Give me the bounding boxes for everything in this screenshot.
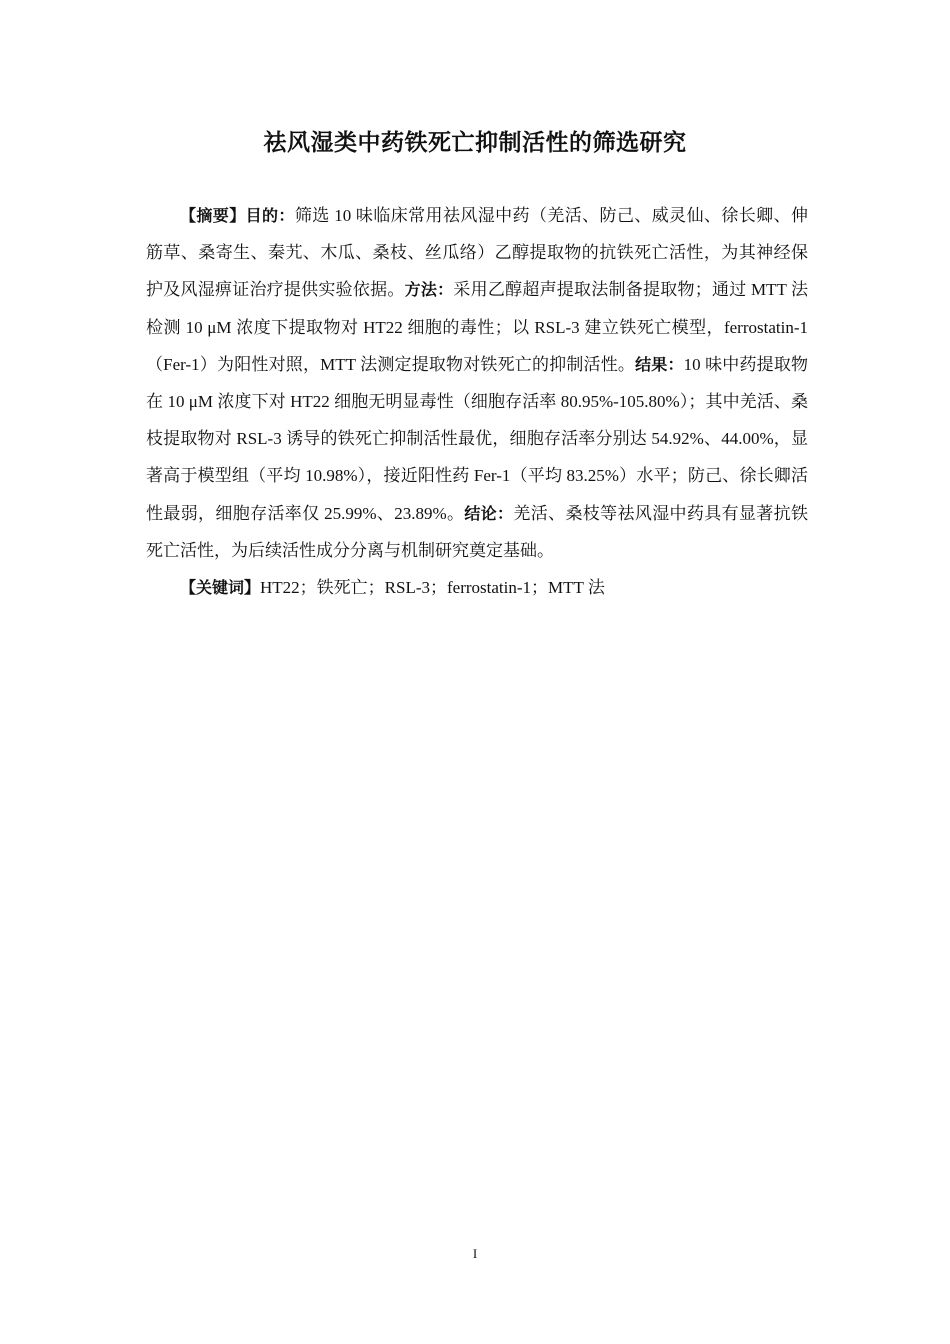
- keywords-paragraph: [146, 569, 808, 606]
- objective-text: 筛选 10 味临床常用祛风湿中药（羌活、防己、威灵仙、徐长卿、伸筋草、桑寄生、秦艽、木瓜、桑枝、丝瓜络）乙醇提取物的抗铁死亡活性，为其神经保护及风湿痹证治疗提供实验依据。: [146, 206, 808, 300]
- methods-text: 采用乙醇超声提取法制备提取物；通过 MTT 法检测 10 μM 浓度下提取物对 HT22 细胞的毒性；以 RSL-3 建立铁死亡模型，ferrostatin-1（Fer-1）为阳性对照，MTT 法测定提取物对铁死亡的抑制活性。: [146, 280, 809, 374]
- conclusion-label: 结论：: [464, 503, 514, 523]
- abstract-heading: 【摘要】: [180, 206, 246, 225]
- document-title: 祛风湿类中药铁死亡抑制活性的筛选研究: [263, 130, 687, 156]
- keywords-label: 【关键词】: [180, 578, 261, 598]
- abstract-section: [146, 197, 808, 606]
- conclusion-text: 羌活、桑枝等祛风湿中药具有显著抗铁死亡活性，为后续活性成分分离与机制研究奠定基础。: [146, 503, 808, 560]
- abstract-paragraph: [146, 197, 808, 569]
- results-label: 结果：: [635, 354, 684, 374]
- page-number: I: [472, 1246, 478, 1261]
- methods-label: 方法：: [404, 280, 454, 300]
- results-text: 10 味中药提取物在 10 μM 浓度下对 HT22 细胞无明显毒性（细胞存活率 80.95%-105.80%）；其中羌活、桑枝提取物对 RSL-3 诱导的铁死亡抑制活性最优，细胞存活率分别达 54.92%、44.00%，显著高于模型组（平均 10.98%），接近阳性药 Fer-1（平均 83.25%）水平；防己、徐长卿活性最弱，细胞存活率仅 25.99%、23.89%。: [146, 354, 809, 523]
- objective-label: 目的：: [245, 206, 295, 225]
- keywords-text: HT22；铁死亡；RSL-3；ferrostatin-1；MTT 法: [260, 578, 605, 598]
